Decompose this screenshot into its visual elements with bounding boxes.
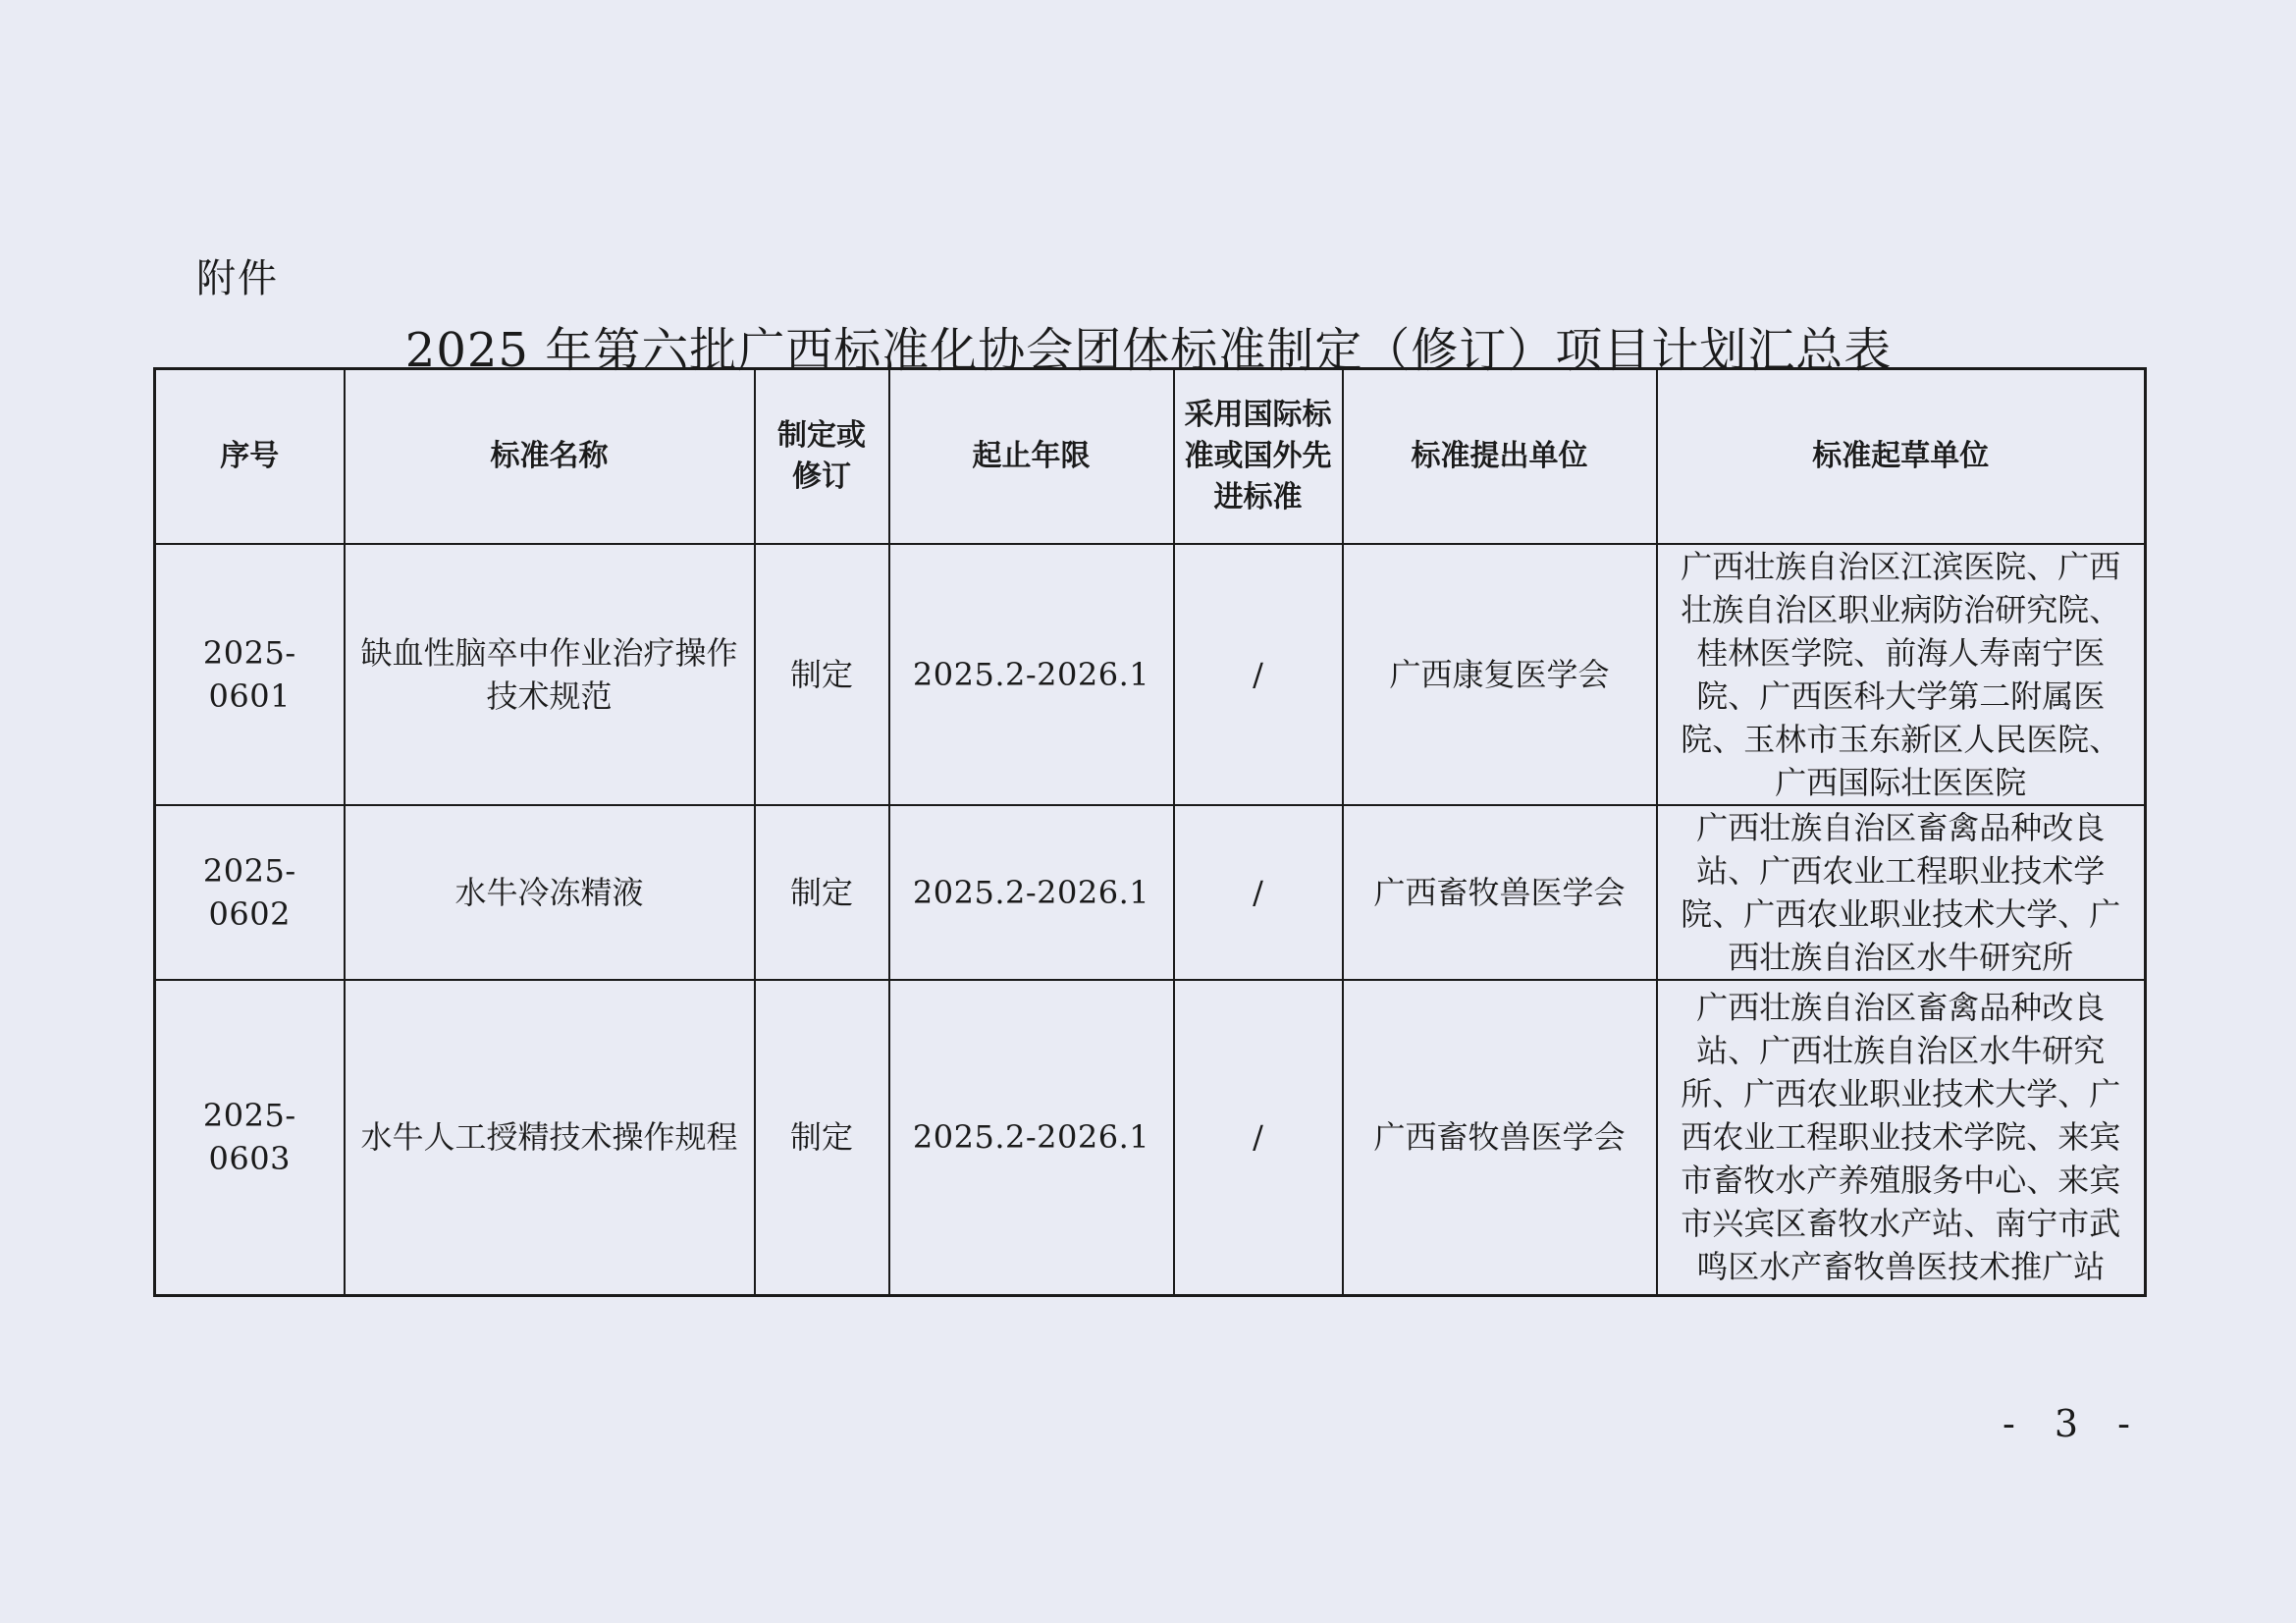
header-serial: 序号	[155, 369, 345, 544]
cell-serial: 2025-0602	[155, 805, 345, 980]
cell-name: 水牛人工授精技术操作规程	[345, 980, 755, 1296]
table-row	[155, 980, 2146, 1296]
cell-serial: 2025-0601	[155, 544, 345, 805]
cell-serial: 2025-0603	[155, 980, 345, 1296]
cell-period: 2025.2-2026.1	[889, 544, 1174, 805]
header-period: 起止年限	[889, 369, 1174, 544]
header-name: 标准名称	[345, 369, 755, 544]
page-number: - 3 -	[2002, 1402, 2145, 1445]
table-header-row	[155, 369, 2146, 544]
attachment-label: 附件	[196, 256, 279, 301]
project-plan-table	[153, 367, 2147, 1297]
table-row	[155, 544, 2146, 805]
cell-adopt: /	[1174, 980, 1343, 1296]
cell-period: 2025.2-2026.1	[889, 980, 1174, 1296]
header-type: 制定或修订	[755, 369, 889, 544]
cell-type: 制定	[755, 980, 889, 1296]
cell-proposer: 广西畜牧兽医学会	[1343, 805, 1657, 980]
cell-adopt: /	[1174, 544, 1343, 805]
document-title: 2025 年第六批广西标准化协会团体标准制定（修订）项目计划汇总表	[404, 323, 1893, 378]
cell-adopt: /	[1174, 805, 1343, 980]
header-proposer: 标准提出单位	[1343, 369, 1657, 544]
cell-type: 制定	[755, 544, 889, 805]
header-adopt: 采用国际标准或国外先进标准	[1174, 369, 1343, 544]
cell-proposer: 广西康复医学会	[1343, 544, 1657, 805]
cell-proposer: 广西畜牧兽医学会	[1343, 980, 1657, 1296]
table-row	[155, 805, 2146, 980]
cell-period: 2025.2-2026.1	[889, 805, 1174, 980]
cell-name: 缺血性脑卒中作业治疗操作技术规范	[345, 544, 755, 805]
cell-drafter: 广西壮族自治区畜禽品种改良站、广西农业工程职业技术学院、广西农业职业技术大学、广西壮族自治区水牛研究所	[1657, 805, 2146, 980]
cell-drafter: 广西壮族自治区江滨医院、广西壮族自治区职业病防治研究院、桂林医学院、前海人寿南宁医院、广西医科大学第二附属医院、玉林市玉东新区人民医院、广西国际壮医医院	[1657, 544, 2146, 805]
cell-name: 水牛冷冻精液	[345, 805, 755, 980]
cell-drafter: 广西壮族自治区畜禽品种改良站、广西壮族自治区水牛研究所、广西农业职业技术大学、广西农业工程职业技术学院、来宾市畜牧水产养殖服务中心、来宾市兴宾区畜牧水产站、南宁市武鸣区水产畜牧兽医技术推广站	[1657, 980, 2146, 1296]
cell-type: 制定	[755, 805, 889, 980]
header-drafter: 标准起草单位	[1657, 369, 2146, 544]
